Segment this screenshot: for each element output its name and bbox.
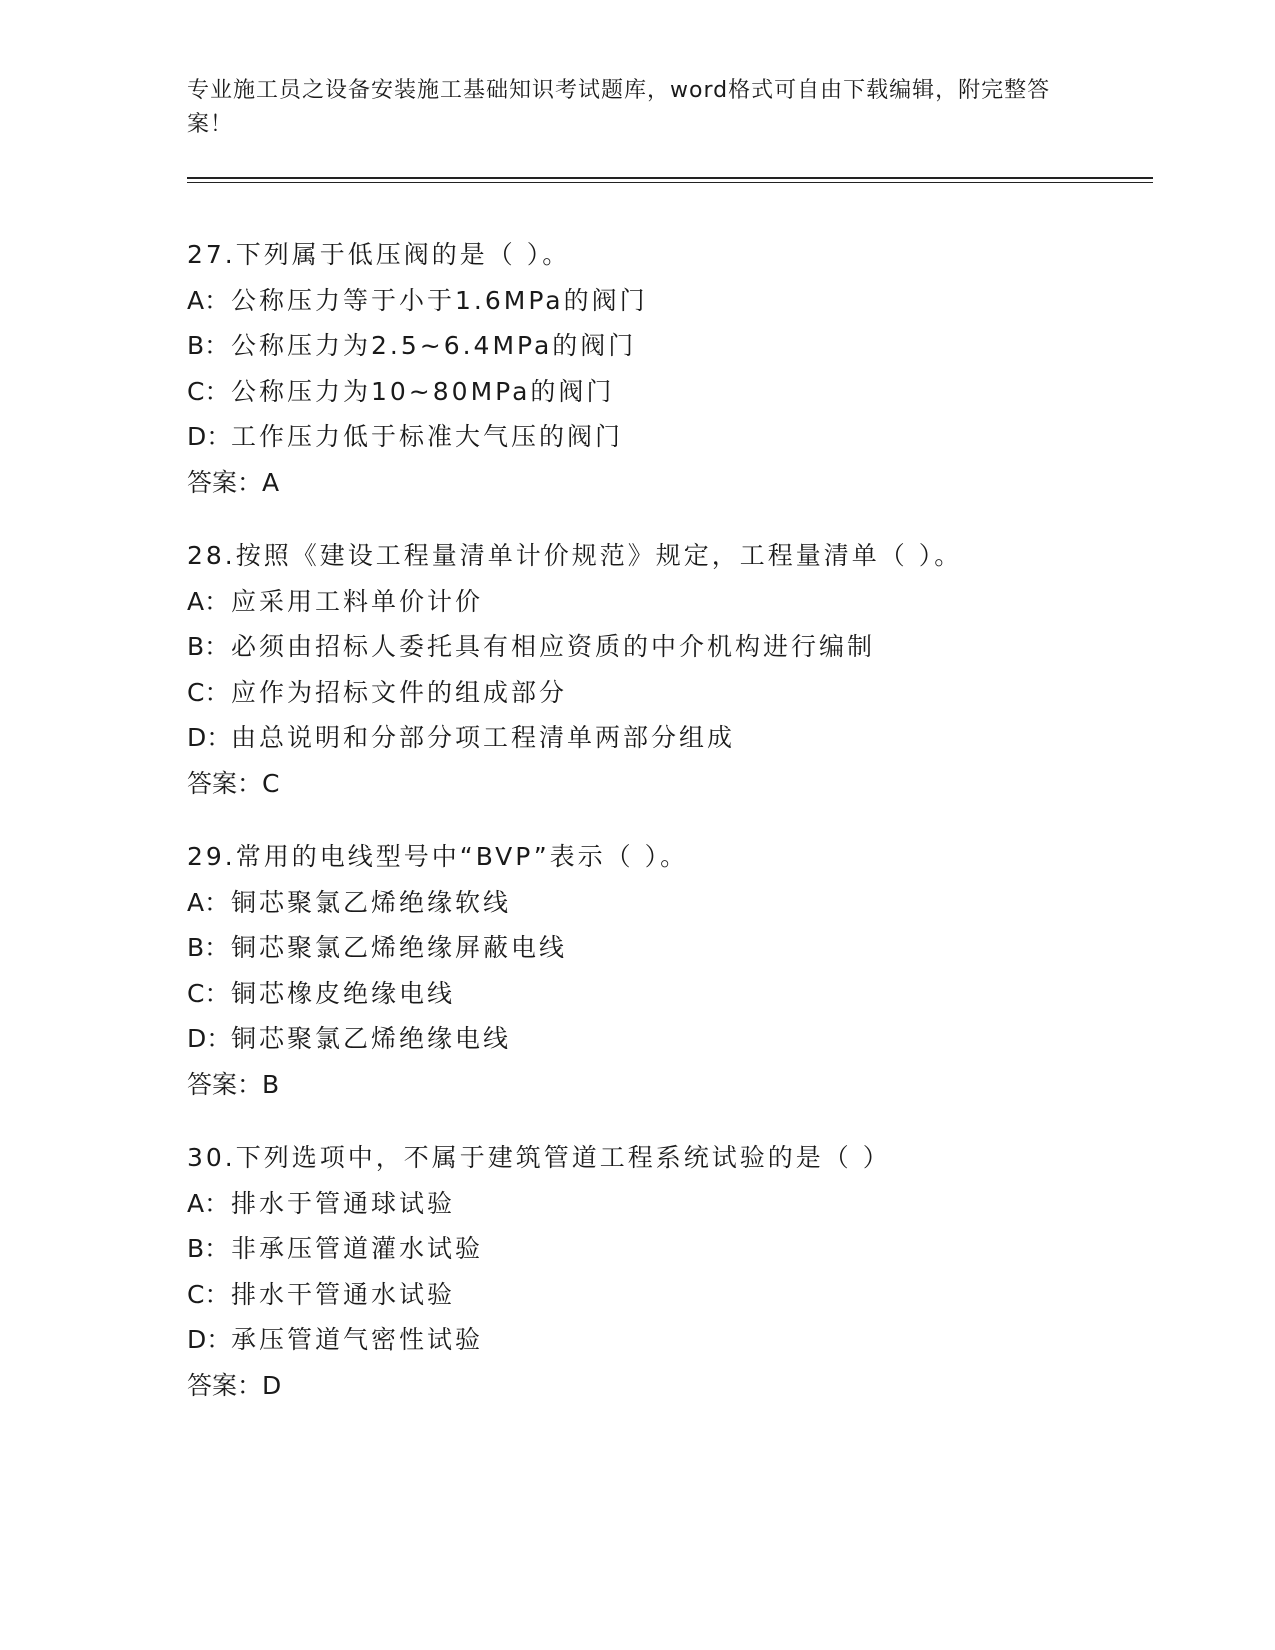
option-c bbox=[187, 1272, 1147, 1318]
option-key: D： bbox=[187, 1325, 232, 1354]
option-b bbox=[187, 1226, 1147, 1272]
option-text: 公称压力为2.5~6.4MPa的阀门 bbox=[231, 331, 637, 360]
option-text: 必须由招标人委托具有相应资质的中介机构进行编制 bbox=[231, 632, 876, 661]
option-key: C： bbox=[187, 677, 230, 707]
option-key: A： bbox=[187, 887, 230, 917]
option-key: D： bbox=[187, 1024, 232, 1053]
option-key: D： bbox=[187, 422, 232, 451]
option-key: B： bbox=[187, 632, 230, 661]
option-text: 非承压管道灌水试验 bbox=[231, 1234, 484, 1263]
option-key: B： bbox=[187, 933, 230, 962]
option-text: 承压管道气密性试验 bbox=[231, 1325, 484, 1354]
option-text: 公称压力等于小于1.6MPa的阀门 bbox=[231, 285, 648, 315]
option-b bbox=[187, 323, 1147, 369]
answer-line: 答案：B bbox=[187, 1069, 280, 1099]
option-c bbox=[187, 971, 1147, 1017]
option-b bbox=[187, 925, 1147, 971]
header-title: 专业施工员之设备安装施工基础知识考试题库，word格式可自由下载编辑，附完整答案！ bbox=[187, 78, 1051, 137]
option-a bbox=[187, 278, 1147, 324]
option-a bbox=[187, 579, 1147, 625]
option-text: 工作压力低于标准大气压的阀门 bbox=[231, 422, 624, 451]
header-divider-thin bbox=[187, 182, 1153, 183]
question-stem: 27.下列属于低压阀的是（ ）。 bbox=[187, 240, 571, 269]
option-c bbox=[187, 670, 1147, 716]
option-text: 排水干管通水试验 bbox=[231, 1279, 456, 1309]
option-b bbox=[187, 624, 1147, 670]
option-key: C： bbox=[187, 978, 230, 1008]
option-text: 应作为招标文件的组成部分 bbox=[231, 677, 568, 707]
option-key: B： bbox=[187, 331, 230, 360]
question-29 bbox=[187, 834, 1147, 1107]
question-stem: 28.按照《建设工程量清单计价规范》规定，工程量清单（ ）。 bbox=[187, 541, 963, 570]
option-key: A： bbox=[187, 1188, 230, 1218]
option-d bbox=[187, 1016, 1147, 1062]
option-key: A： bbox=[187, 586, 230, 616]
option-key: C： bbox=[187, 376, 230, 406]
question-30 bbox=[187, 1135, 1147, 1408]
question-28 bbox=[187, 533, 1147, 806]
answer-line: 答案：D bbox=[187, 1370, 282, 1400]
header-divider-thick bbox=[187, 177, 1153, 179]
option-text: 铜芯橡皮绝缘电线 bbox=[231, 978, 456, 1008]
answer-line: 答案：C bbox=[187, 768, 280, 798]
question-list bbox=[187, 232, 1147, 1436]
option-text: 公称压力为10~80MPa的阀门 bbox=[231, 376, 615, 406]
option-key: B： bbox=[187, 1234, 230, 1263]
option-text: 由总说明和分部分项工程清单两部分组成 bbox=[231, 723, 736, 752]
option-d bbox=[187, 1317, 1147, 1363]
option-key: D： bbox=[187, 723, 232, 752]
option-key: C： bbox=[187, 1279, 230, 1309]
document-header bbox=[187, 74, 1067, 142]
question-27 bbox=[187, 232, 1147, 505]
option-text: 铜芯聚氯乙烯绝缘屏蔽电线 bbox=[231, 933, 568, 962]
option-key: A： bbox=[187, 285, 230, 315]
question-stem: 29.常用的电线型号中“BVP”表示（ ）。 bbox=[187, 842, 689, 871]
option-d bbox=[187, 414, 1147, 460]
option-d bbox=[187, 715, 1147, 761]
option-a bbox=[187, 1181, 1147, 1227]
question-stem: 30.下列选项中，不属于建筑管道工程系统试验的是（ ） bbox=[187, 1143, 891, 1172]
option-text: 铜芯聚氯乙烯绝缘电线 bbox=[231, 1024, 512, 1053]
answer-line: 答案：A bbox=[187, 467, 280, 497]
option-text: 应采用工料单价计价 bbox=[231, 586, 484, 616]
option-text: 铜芯聚氯乙烯绝缘软线 bbox=[231, 887, 512, 917]
option-c bbox=[187, 369, 1147, 415]
option-text: 排水于管通球试验 bbox=[231, 1188, 456, 1218]
option-a bbox=[187, 880, 1147, 926]
